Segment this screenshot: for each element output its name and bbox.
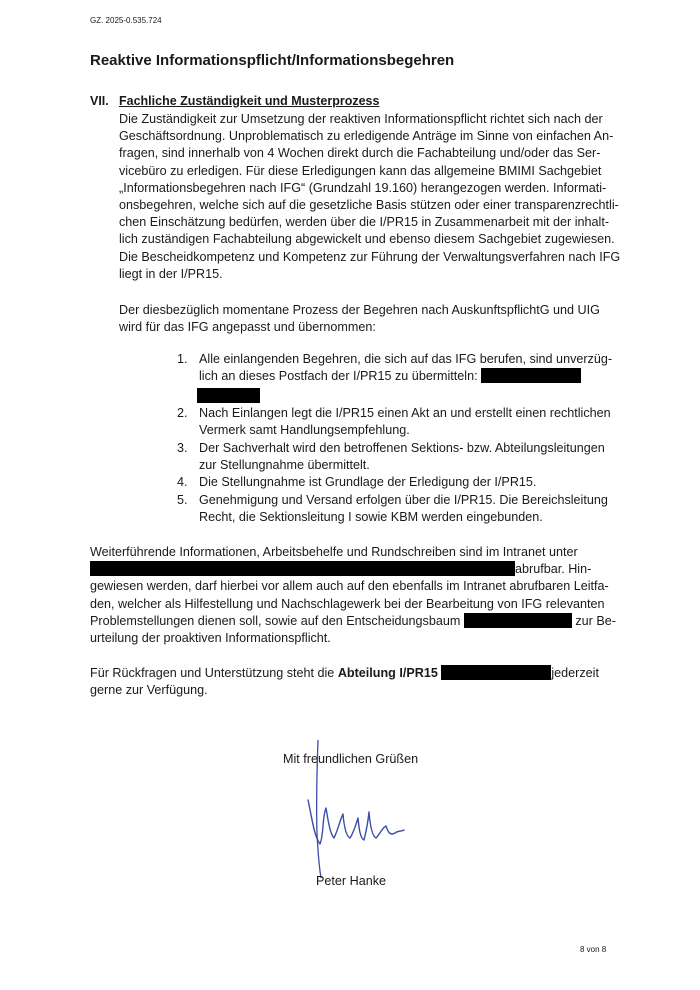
step-text: [199, 440, 605, 474]
text-line: zur Stellungnahme übermittelt.: [199, 458, 370, 473]
text-segment: lich an dieses Postfach der I/PR15 zu übermitteln:: [199, 369, 478, 384]
section-number: VII.: [90, 94, 109, 108]
step-number: 4.: [177, 475, 188, 489]
redaction-bar: [197, 388, 260, 403]
text-line: den, welcher als Hilfestellung und Nachschlagewerk bei der Bearbeitung von IFG relevanten: [90, 596, 605, 611]
text-line: Die Stellungnahme ist Grundlage der Erledigung der I/PR15.: [199, 475, 537, 489]
text-line: Die Bescheidkompetenz und Kompetenz zur Führung der Verwaltungsverfahren nach IFG: [119, 249, 621, 264]
step-text: [199, 405, 611, 439]
signer-name: Peter Hanke: [316, 874, 387, 888]
text-line: Recht, die Sektionsleitung I sowie KBM werden eingebunden.: [199, 510, 543, 525]
step-text: [199, 492, 608, 526]
redaction-bar: [441, 665, 551, 680]
closing-greeting: Mit freundlichen Grüßen: [283, 752, 419, 766]
text-segment: abrufbar. Hin-: [515, 562, 592, 577]
text-line: Nach Einlangen legt die I/PR15 einen Akt an und erstellt einen rechtlichen: [199, 406, 611, 420]
text-line: fragen, sind innerhalb von 4 Wochen direkt durch die Fachabteilung und/oder das Ser-: [119, 146, 601, 161]
step-number: 1.: [177, 352, 188, 366]
text-line: liegt in der I/PR15.: [119, 266, 223, 281]
text-line: urteilung der proaktiven Informationspflicht.: [90, 631, 331, 646]
text-line: Der diesbezüglich momentane Prozess der Begehren nach AuskunftspflichtG und UIG: [119, 303, 600, 317]
page-number: 8 von 8: [580, 945, 607, 954]
text-line: gerne zur Verfügung.: [90, 683, 208, 698]
text-line: Alle einlangenden Begehren, die sich auf das IFG berufen, sind unverzüg-: [199, 352, 613, 366]
handwritten-signature: [300, 738, 420, 888]
redaction-bar: [481, 368, 581, 383]
text-line: Die Zuständigkeit zur Umsetzung der reaktiven Informationspflicht richtet sich nach der: [119, 112, 603, 126]
department-name: Abteilung I/PR15: [337, 666, 438, 680]
text-line: onsbegehren, welche sich auf die gesetzliche Basis stützen oder einer transparenzrechtli-: [119, 198, 619, 213]
redaction-bar: [464, 613, 572, 628]
text-line: Weiterführende Informationen, Arbeitsbehelfe und Rundschreiben sind im Intranet unter: [90, 545, 578, 559]
text-line: wird für das IFG angepasst und übernommen:: [119, 320, 376, 335]
text-line: Genehmigung und Versand erfolgen über die I/PR15. Die Bereichsleitung: [199, 493, 608, 507]
section-paragraph-2: [119, 302, 600, 336]
step-text: [199, 351, 612, 385]
text-segment: Problemstellungen dienen soll, sowie auf den Entscheidungsbaum: [90, 613, 461, 628]
text-line: [90, 561, 616, 578]
contact-paragraph: [90, 665, 599, 699]
text-segment: jederzeit: [551, 666, 599, 680]
text-line: Geschäftsordnung. Unproblematisch zu erledigende Anträge im Sinne von einfachen An-: [119, 129, 614, 144]
text-segment: zur Be-: [575, 613, 616, 628]
text-line: lich zuständigen Fachabteilung abgewickelt und ebenso diesem Sachgebiet zugewiesen.: [119, 232, 615, 247]
step-text: [199, 474, 536, 491]
section-paragraph-1: [119, 111, 620, 283]
text-line: Der Sachverhalt wird den betroffenen Sektions- bzw. Abteilungsleitungen: [199, 441, 605, 455]
text-line: Vermerk samt Handlungsempfehlung.: [199, 423, 410, 438]
reference-number: GZ. 2025-0.535.724: [90, 16, 162, 25]
section-heading: Fachliche Zuständigkeit und Musterprozess: [119, 94, 380, 108]
text-segment: Für Rückfragen und Unterstützung steht die: [90, 666, 338, 680]
step-number: 5.: [177, 493, 188, 507]
further-info-paragraph: [90, 544, 616, 647]
text-line: „Informationsbegehren nach IFG“ (Grundzahl 19.160) herangezogen werden. Informati-: [119, 180, 607, 195]
text-line: chen Einschätzung bedürfen, werden über die I/PR15 in Zusammenarbeit mit der inhalt-: [119, 215, 610, 230]
document-title: Reaktive Informationspflicht/Informationsbegehren: [90, 52, 455, 69]
text-line: gewiesen werden, darf hierbei vor allem auch auf den ebenfalls im Intranet abrufbaren Leitfa-: [90, 579, 609, 594]
text-line: [90, 613, 616, 630]
text-line: [199, 368, 612, 385]
text-line: [90, 665, 599, 682]
redaction-bar: [90, 561, 515, 576]
step-number: 3.: [177, 441, 188, 455]
step-number: 2.: [177, 406, 188, 420]
text-line: vicebüro zu erledigen. Für diese Erledigungen kann das allgemeine BMIMI Sachgebiet: [119, 163, 602, 178]
